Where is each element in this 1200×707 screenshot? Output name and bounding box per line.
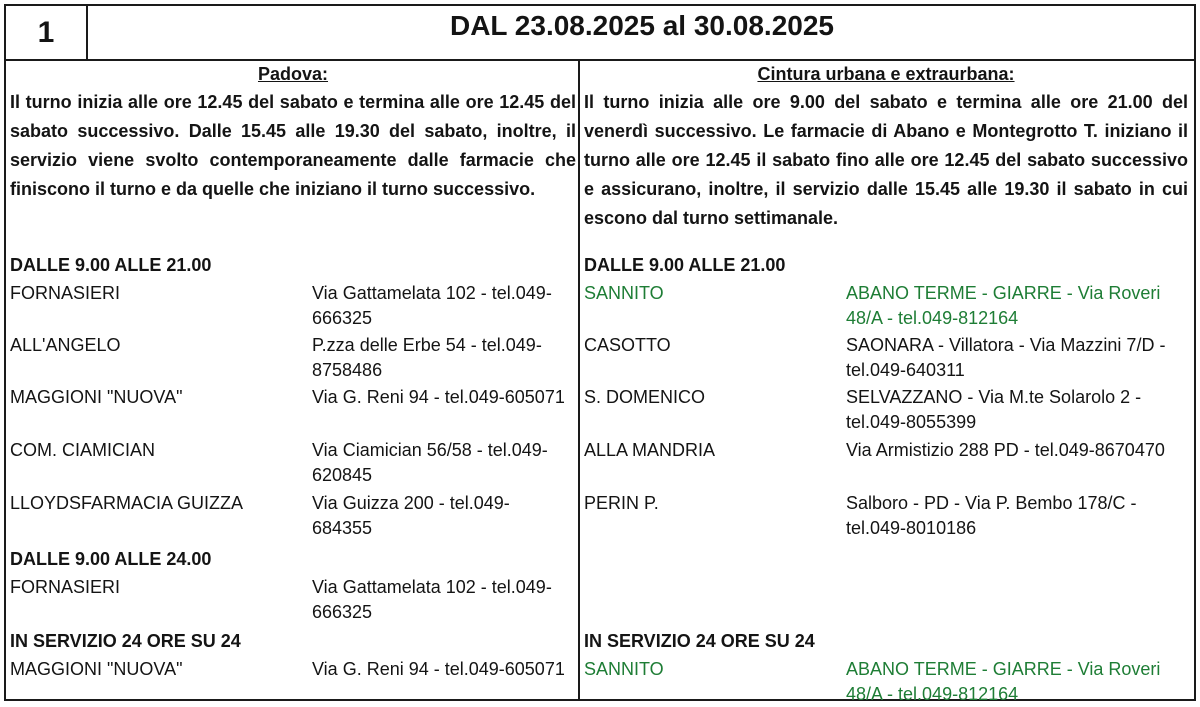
cintura-heading: [584, 64, 1188, 85]
pharmacy-name: SANNITO: [584, 659, 664, 679]
pharmacy-name: S. DOMENICO: [584, 387, 706, 407]
cintura-heading-text: Cintura urbana e extraurbana: [757, 64, 1009, 84]
section-title: DALLE 9.00 ALLE 21.00: [10, 255, 212, 275]
sheet-number: 1: [6, 6, 88, 59]
section-title: IN SERVIZIO 24 ORE SU 24: [10, 631, 241, 651]
date-range-title: DAL 23.08.2025 al 30.08.2025: [449, 10, 834, 41]
pharmacy-address: ABANO TERME - GIARRE - Via Roveri 48/A - tel.049-812164: [846, 283, 1161, 328]
section-title: DALLE 9.00 ALLE 21.00: [584, 255, 786, 275]
cintura-description: Il turno inizia alle ore 9.00 del sabato e termina alle ore 21.00 del venerdì successivo. Le farmacie di Abano e Montegrotto T. iniziano il turno alle ore 12.45 il sabato fino alle ore 12.45 del sabato successivo e assicurano, inoltre, il servizio dalle 15.45 alle 19.30 il sabato in cui escono dal turno settimanale.: [584, 92, 1188, 228]
section-title: DALLE 9.00 ALLE 24.00: [10, 549, 212, 569]
schedule-frame: [4, 4, 1196, 704]
pharmacy-address: Via G. Reni 94 - tel.049-605071: [312, 387, 565, 407]
pharmacy-name: SANNITO: [584, 283, 664, 303]
pharmacy-address: Via Guizza 200 - tel.049-684355: [312, 493, 510, 538]
padova-heading-text: Padova: [257, 64, 323, 84]
cintura-heading-colon: :: [1008, 64, 1015, 84]
pharmacy-address: SAONARA - Villatora - Via Mazzini 7/D - tel.049-640311: [846, 335, 1166, 380]
pharmacy-address: Via Gattamelata 102 - tel.049-666325: [312, 577, 552, 622]
pharmacy-name: ALLA MANDRIA: [584, 440, 716, 460]
pharmacy-address: ABANO TERME - GIARRE - Via Roveri 48/A - tel.049-812164: [846, 659, 1161, 704]
pharmacy-address: Via Gattamelata 102 - tel.049-666325: [312, 283, 552, 328]
pharmacy-name: COM. CIAMICIAN: [10, 440, 156, 460]
pharmacy-address: Via Ciamician 56/58 - tel.049-620845: [312, 440, 548, 485]
padova-heading: [10, 64, 576, 85]
header-bar: [6, 6, 1194, 61]
column-divider: [578, 61, 580, 699]
pharmacy-address: Via G. Reni 94 - tel.049-605071: [312, 659, 565, 679]
pharmacy-name: ALL'ANGELO: [10, 335, 121, 355]
section-title: IN SERVIZIO 24 ORE SU 24: [584, 631, 815, 651]
pharmacy-address: SELVAZZANO - Via M.te Solarolo 2 - tel.049-8055399: [846, 387, 1142, 432]
padova-heading-colon: :: [322, 64, 329, 84]
pharmacy-address: P.zza delle Erbe 54 - tel.049-8758486: [312, 335, 542, 380]
pharmacy-name: PERIN P.: [584, 493, 659, 513]
pharmacy-name: FORNASIERI: [10, 577, 121, 597]
pharmacy-address: Salboro - PD - Via P. Bembo 178/C - tel.049-8010186: [846, 493, 1137, 538]
pharmacy-name: FORNASIERI: [10, 283, 121, 303]
pharmacy-name: MAGGIONI "NUOVA": [10, 387, 183, 407]
padova-description: Il turno inizia alle ore 12.45 del sabato e termina alle ore 12.45 del sabato successivo. Dalle 15.45 alle 19.30 del sabato, inoltre, il servizio viene svolto contemporaneamente dalle farmacie che finiscono il turno e da quelle che iniziano il turno successivo.: [10, 92, 576, 199]
pharmacy-name: CASOTTO: [584, 335, 671, 355]
pharmacy-address: Via Armistizio 288 PD - tel.049-8670470: [846, 440, 1165, 460]
pharmacy-name: MAGGIONI "NUOVA": [10, 659, 183, 679]
pharmacy-name: LLOYDSFARMACIA GUIZZA: [10, 493, 244, 513]
